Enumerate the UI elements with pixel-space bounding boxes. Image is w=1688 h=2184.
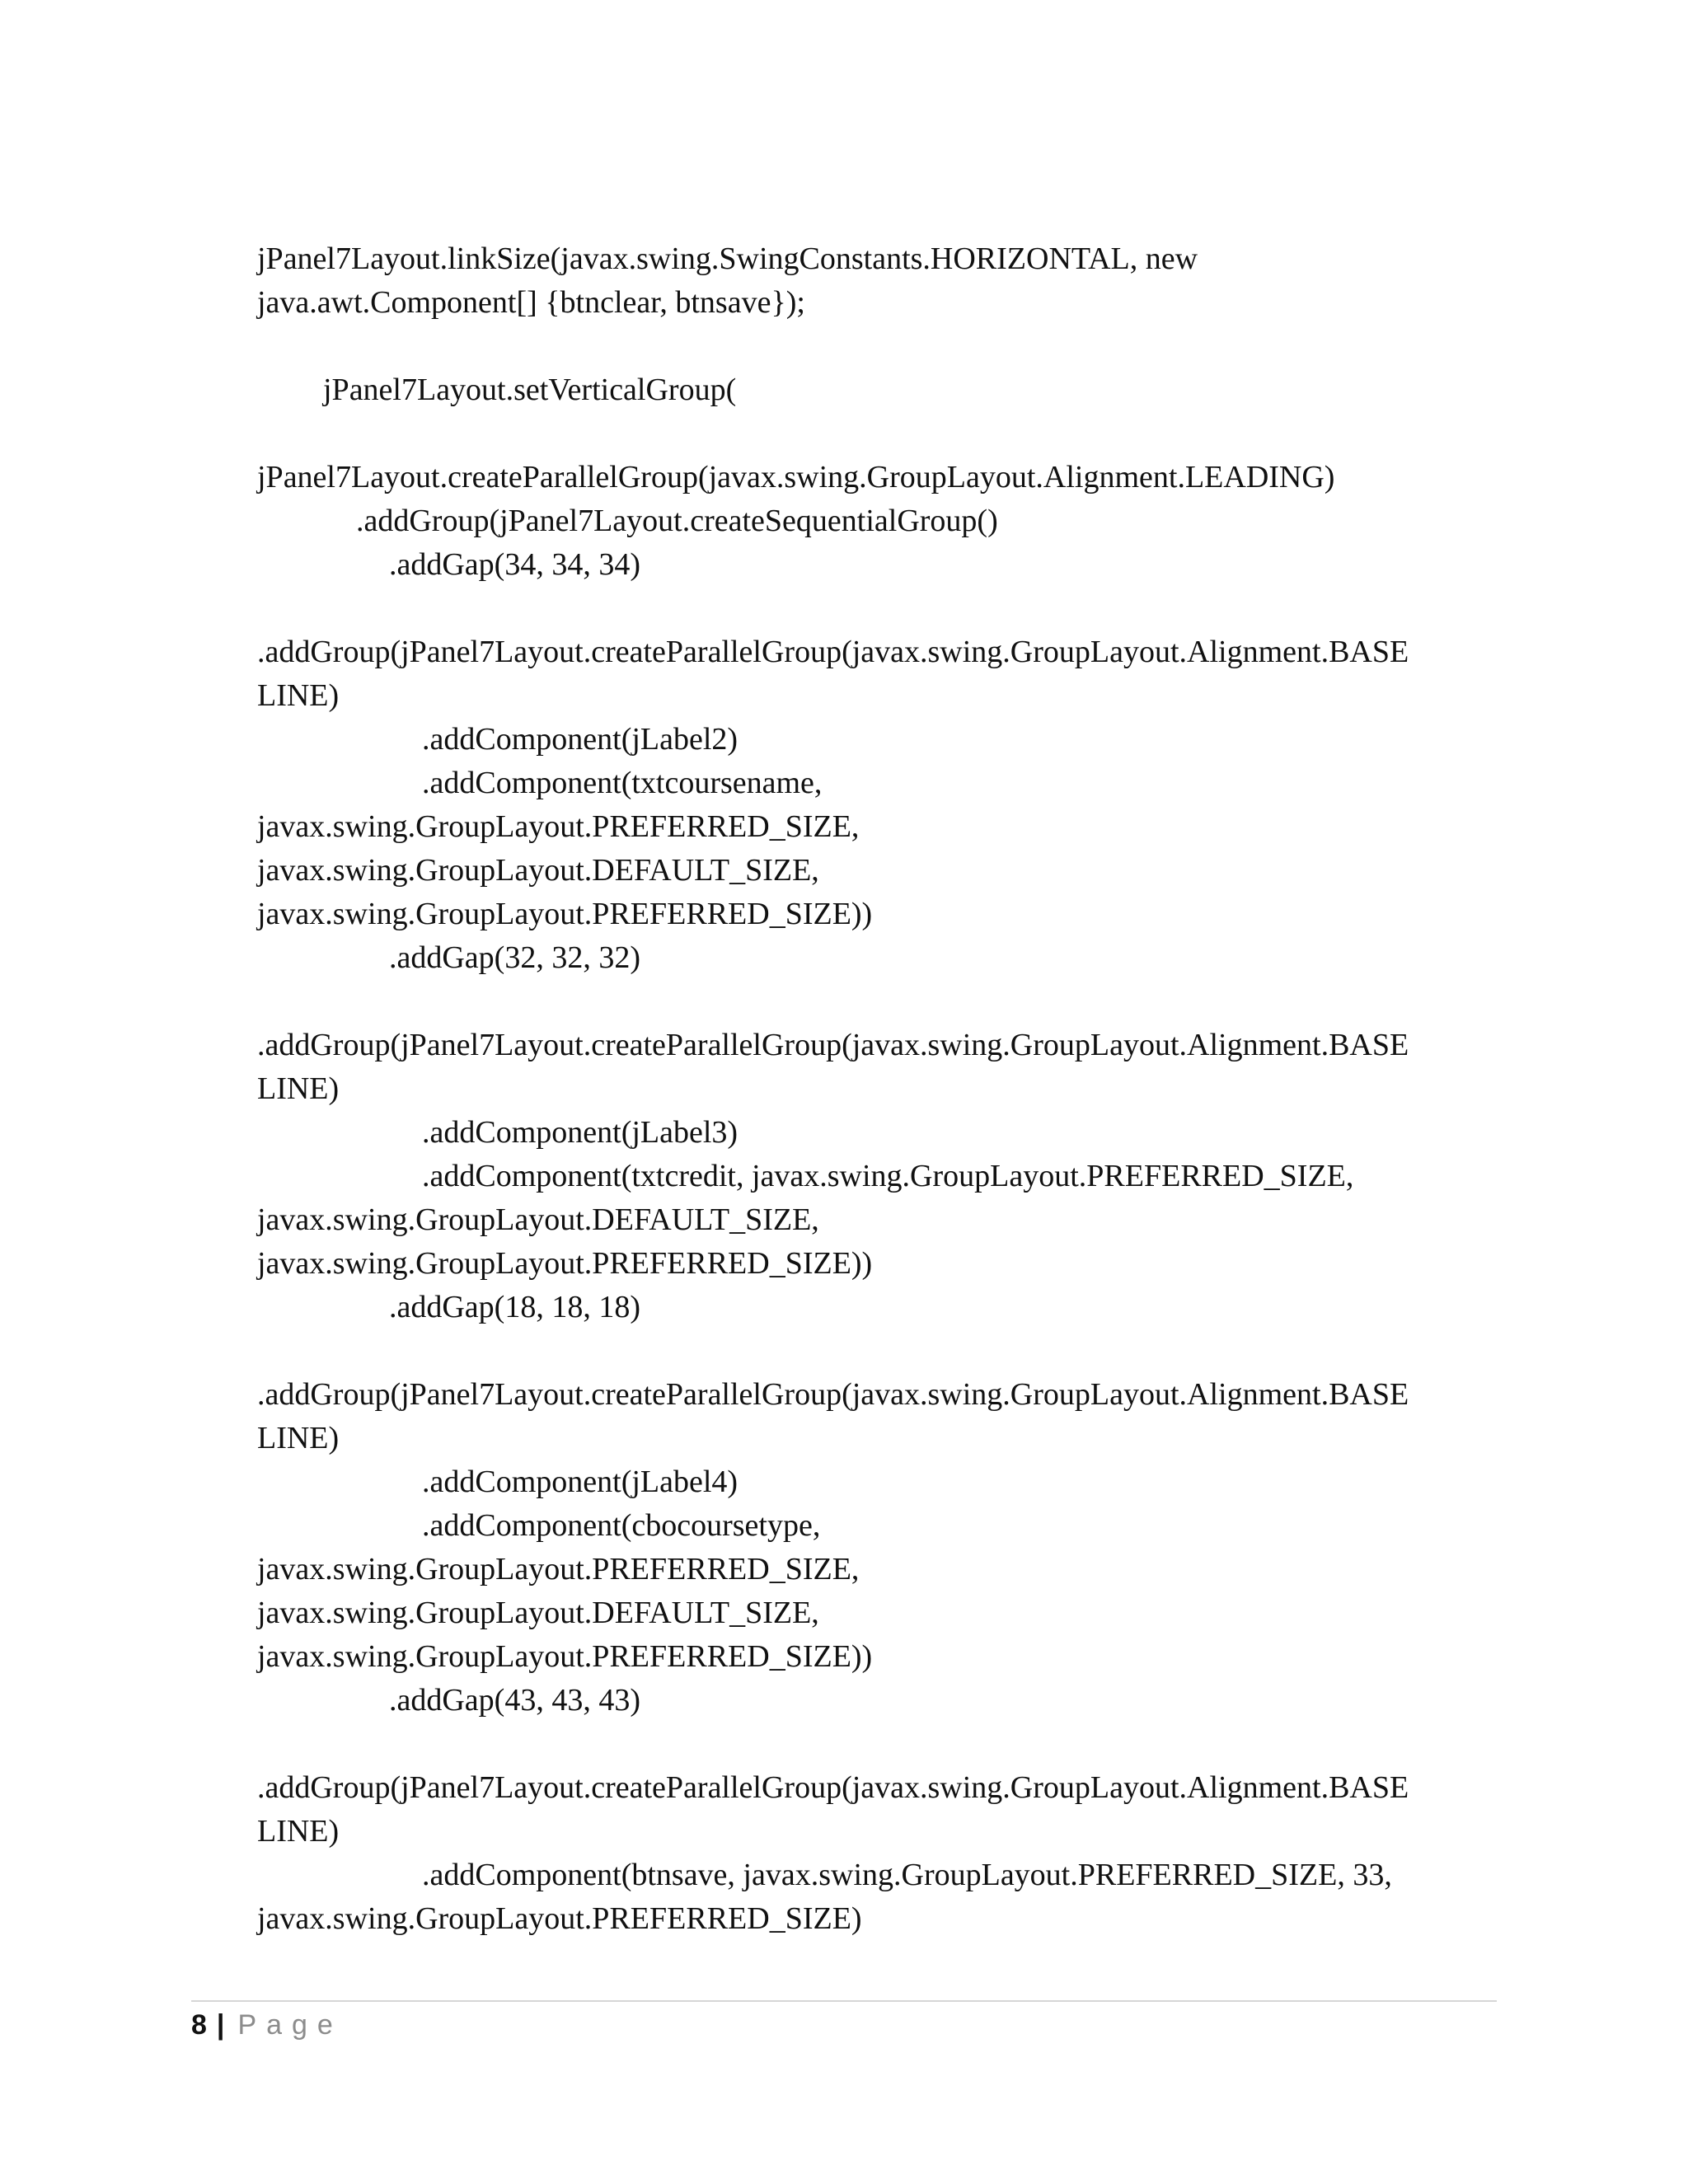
code-line: .addGap(18, 18, 18) bbox=[389, 1290, 640, 1324]
code-line: jPanel7Layout.linkSize(javax.swing.SwingConstants.HORIZONTAL, new bbox=[257, 241, 1198, 276]
code-line: javax.swing.GroupLayout.PREFERRED_SIZE)) bbox=[257, 1246, 873, 1281]
code-line: javax.swing.GroupLayout.DEFAULT_SIZE, bbox=[257, 853, 819, 888]
code-line: jPanel7Layout.createParallelGroup(javax.swing.GroupLayout.Alignment.LEADING) bbox=[257, 460, 1335, 494]
code-line: .addComponent(jLabel3) bbox=[422, 1115, 738, 1150]
footer-separator: | bbox=[216, 2009, 225, 2041]
code-line: javax.swing.GroupLayout.DEFAULT_SIZE, bbox=[257, 1596, 819, 1630]
code-line: javax.swing.GroupLayout.PREFERRED_SIZE, bbox=[257, 809, 860, 844]
code-line: jPanel7Layout.setVerticalGroup( bbox=[323, 373, 737, 407]
code-line: .addGroup(jPanel7Layout.createSequentialGroup() bbox=[356, 504, 998, 538]
code-line: LINE) bbox=[257, 1071, 340, 1106]
code-line: javax.swing.GroupLayout.PREFERRED_SIZE)) bbox=[257, 897, 873, 931]
code-line: .addGap(34, 34, 34) bbox=[389, 547, 640, 582]
code-line: .addGroup(jPanel7Layout.createParallelGroup(javax.swing.GroupLayout.Alignment.BASE bbox=[257, 1028, 1409, 1062]
code-line: .addComponent(jLabel4) bbox=[422, 1465, 738, 1499]
code-line: LINE) bbox=[257, 678, 340, 713]
code-line: javax.swing.GroupLayout.PREFERRED_SIZE)) bbox=[257, 1639, 873, 1674]
code-line: java.awt.Component[] {btnclear, btnsave}); bbox=[257, 285, 805, 320]
code-line: LINE) bbox=[257, 1421, 340, 1455]
page-number: 8 bbox=[191, 2009, 207, 2041]
code-line: .addGroup(jPanel7Layout.createParallelGroup(javax.swing.GroupLayout.Alignment.BASE bbox=[257, 1377, 1409, 1412]
code-line: .addComponent(jLabel2) bbox=[422, 722, 738, 757]
code-line: .addComponent(btnsave, javax.swing.GroupLayout.PREFERRED_SIZE, 33, bbox=[422, 1858, 1392, 1892]
code-line: .addGroup(jPanel7Layout.createParallelGroup(javax.swing.GroupLayout.Alignment.BASE bbox=[257, 1770, 1409, 1805]
code-line: .addGroup(jPanel7Layout.createParallelGroup(javax.swing.GroupLayout.Alignment.BASE bbox=[257, 635, 1409, 669]
code-line: .addComponent(cbocoursetype, bbox=[422, 1508, 821, 1543]
page-footer bbox=[191, 2004, 343, 2046]
code-line: javax.swing.GroupLayout.DEFAULT_SIZE, bbox=[257, 1202, 819, 1237]
code-line: .addGap(32, 32, 32) bbox=[389, 940, 640, 975]
code-line: .addGap(43, 43, 43) bbox=[389, 1683, 640, 1718]
code-line: .addComponent(txtcoursename, bbox=[422, 766, 823, 800]
code-line: javax.swing.GroupLayout.PREFERRED_SIZE, bbox=[257, 1552, 860, 1586]
code-line: javax.swing.GroupLayout.PREFERRED_SIZE) bbox=[257, 1901, 862, 1936]
code-line: LINE) bbox=[257, 1814, 340, 1849]
code-line: .addComponent(txtcredit, javax.swing.GroupLayout.PREFERRED_SIZE, bbox=[422, 1159, 1354, 1193]
footer-divider bbox=[191, 2000, 1497, 2002]
page-label: Page bbox=[237, 2009, 343, 2041]
